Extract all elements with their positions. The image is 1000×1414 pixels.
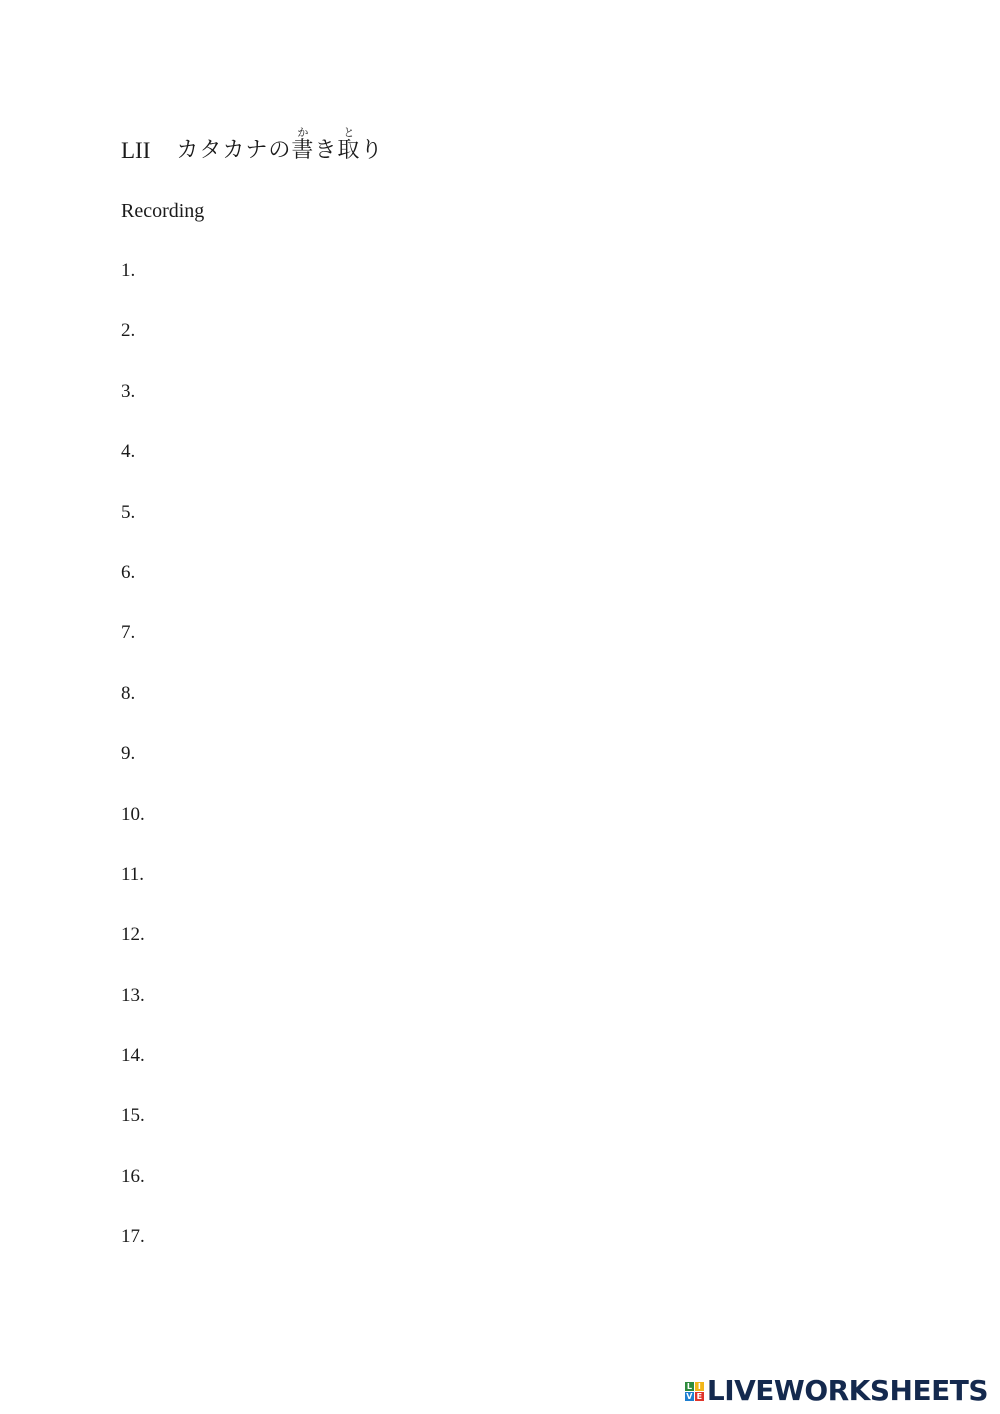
answer-item-2: 2. <box>121 320 136 342</box>
worksheet-title <box>121 126 383 162</box>
answer-item-12: 12. <box>121 924 145 946</box>
answer-item-5: 5. <box>121 501 136 523</box>
liveworksheets-mark-icon <box>685 1382 704 1401</box>
answer-item-15: 15. <box>121 1105 145 1127</box>
logo-text: LIVEWORKSHEETS <box>706 1374 988 1407</box>
okurigana-ri: り <box>360 138 384 163</box>
answer-item-7: 7. <box>121 622 136 644</box>
title-prefix: カタカナの <box>176 138 292 163</box>
logo-mark-l: L <box>686 1381 692 1391</box>
answer-item-9: 9. <box>121 743 136 765</box>
answer-item-13: 13. <box>121 984 145 1006</box>
section-number: LII <box>121 138 151 163</box>
okurigana-ki: き <box>314 138 338 163</box>
logo-mark-e: E <box>696 1391 703 1401</box>
answer-item-8: 8. <box>121 682 136 704</box>
answer-item-17: 17. <box>121 1226 145 1248</box>
liveworksheets-logo <box>685 1374 988 1408</box>
answer-item-3: 3. <box>121 380 136 402</box>
answer-list <box>121 259 145 1286</box>
kanji-kaku: 書か <box>291 126 315 163</box>
recording-label: Recording <box>121 200 205 222</box>
kanji-toru: 取と <box>337 126 361 163</box>
title-text <box>176 126 383 162</box>
answer-item-10: 10. <box>121 803 145 825</box>
answer-item-1: 1. <box>121 260 136 281</box>
answer-item-14: 14. <box>121 1045 145 1067</box>
answer-item-16: 16. <box>121 1165 145 1187</box>
logo-mark-v: V <box>686 1391 693 1401</box>
furigana-ka: か <box>291 126 315 139</box>
answer-item-6: 6. <box>121 561 136 583</box>
logo-mark-i: I <box>695 1382 704 1391</box>
answer-item-4: 4. <box>121 441 136 463</box>
furigana-to: と <box>337 126 361 139</box>
answer-item-11: 11. <box>121 863 145 885</box>
